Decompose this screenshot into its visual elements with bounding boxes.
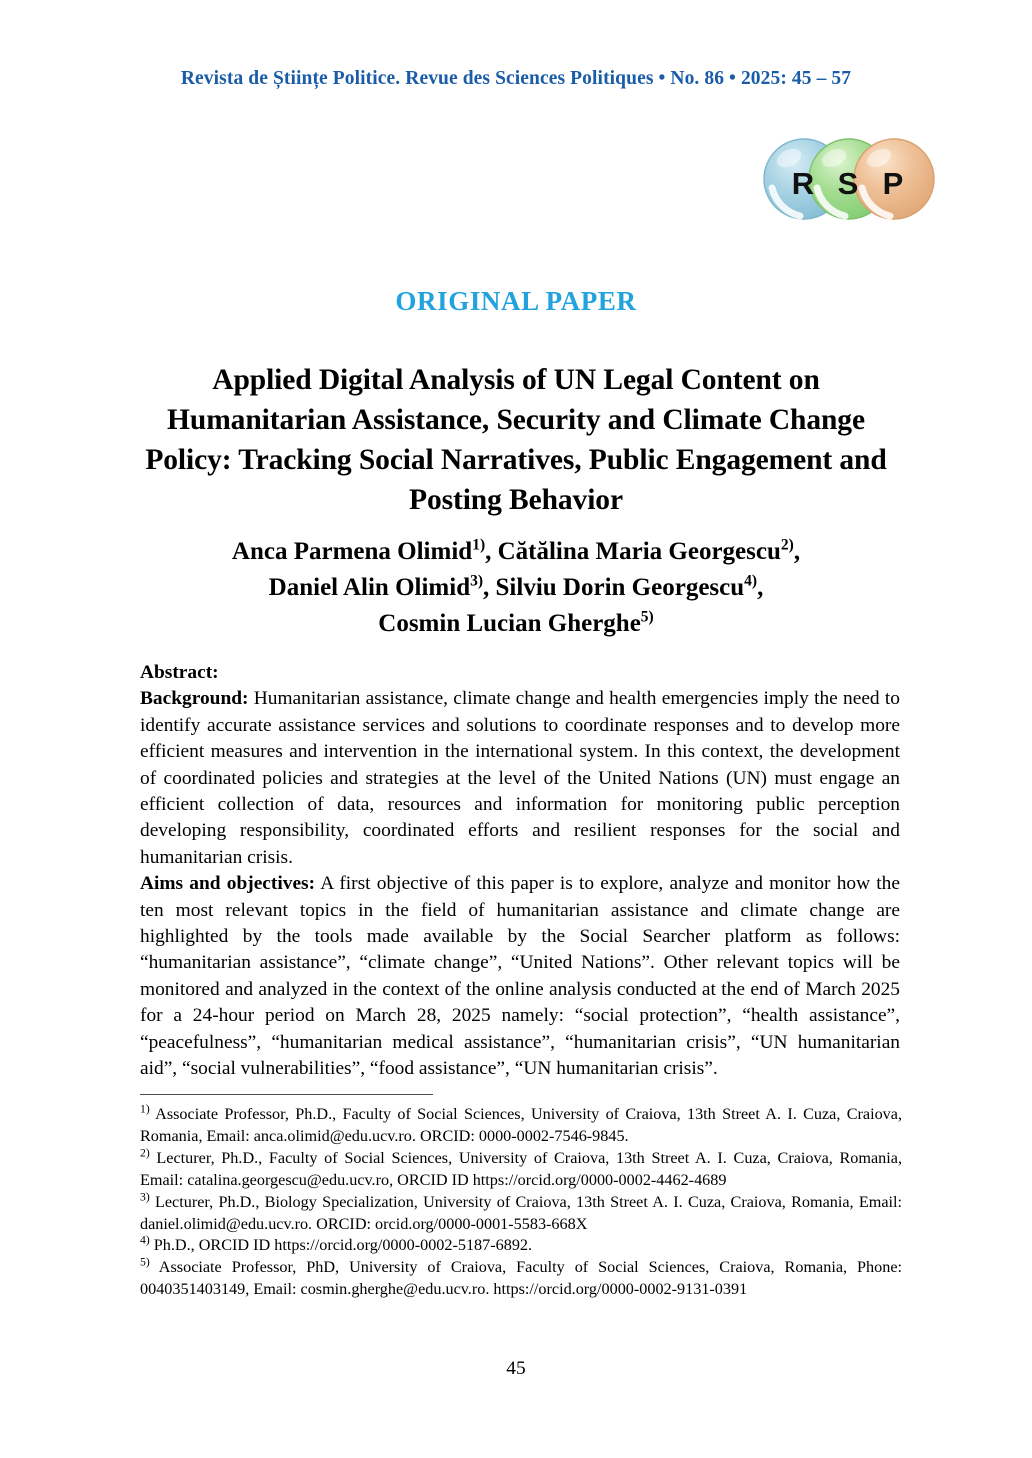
- rsp-logo: [756, 132, 942, 226]
- author-separator: ,: [757, 574, 764, 601]
- abstract-aims-paragraph: [140, 871, 900, 1082]
- abstract-aims-text: A first objective of this paper is to explore, analyze and monitor how the ten most relevant topics in the field of humanitarian assistance and climate change are highlighted by the tools made available by the Social Searcher platform as follows: “humanitarian assistance”, “climate change”, “United Nations”. Other relevant topics will be monitored and analyzed in the context of the online analysis conducted at the end of March 2025 for a 24-hour period on March 28, 2025 namely: “social protection”, “health assistance”, “peacefulness”, “humanitarian medical assistance”, “humanitarian crisis”, “UN humanitarian aid”, “social vulnerabilities”, “food assistance”, “UN humanitarian crisis”.: [140, 873, 900, 1080]
- author-affiliation-marker: 3): [470, 572, 484, 590]
- author-separator: ,: [485, 538, 498, 565]
- author-line-3: [136, 606, 896, 642]
- author-affiliation-marker: 1): [472, 536, 486, 554]
- paper-type-label: ORIGINAL PAPER: [395, 286, 637, 316]
- author-line-1: [136, 534, 896, 570]
- author-affiliation-marker: 4): [744, 572, 758, 590]
- footnote-separator-rule: [140, 1094, 433, 1095]
- author-line-2: [136, 570, 896, 606]
- footnote-marker: 4): [140, 1234, 150, 1248]
- author-name: Daniel Alin Olimid: [268, 574, 471, 601]
- author-name: Cosmin Lucian Gherghe: [378, 610, 641, 637]
- footnote-marker: 2): [140, 1146, 150, 1160]
- footnote-marker: 5): [140, 1255, 150, 1269]
- footnote-item: [140, 1235, 902, 1257]
- footnote-item: [140, 1257, 902, 1301]
- abstract-aims-label: Aims and objectives:: [140, 873, 316, 895]
- svg-text:P: P: [882, 166, 904, 201]
- abstract-heading: Abstract:: [140, 662, 219, 683]
- abstract-section: [140, 660, 900, 1083]
- svg-text:S: S: [837, 166, 859, 201]
- footnote-text: Ph.D., ORCID ID https://orcid.org/0000-0002-5187-6892.: [149, 1236, 533, 1255]
- author-affiliation-marker: 2): [780, 536, 794, 554]
- footnote-item: [140, 1192, 902, 1236]
- abstract-background-label: Background:: [140, 688, 249, 710]
- footnote-text: Associate Professor, PhD, University of Craiova, Faculty of Social Sciences, Craiova, Romania, Phone: 0040351403149, Email: cosmin.gherghe@edu.ucv.ro. https://orcid.org/0000-0002-9131-0391: [140, 1258, 902, 1299]
- footnote-item: [140, 1104, 902, 1148]
- page-title: Applied Digital Analysis of UN Legal Content on Humanitarian Assistance, Security and Climate Change Policy: Tracking Social Narratives, Public Engagement and Posting Behavior: [145, 363, 887, 516]
- author-list: [136, 534, 896, 642]
- page-number: 45: [506, 1358, 526, 1379]
- running-header: Revista de Științe Politice. Revue des Sciences Politiques • No. 86 • 2025: 45 – 57: [180, 68, 852, 89]
- footnote-item: [140, 1148, 902, 1192]
- footnote-text: Lecturer, Ph.D., Biology Specialization, University of Craiova, 13th Street A. I. Cuza, Craiova, Romania, Email: daniel.olimid@edu.ucv.ro. ORCID: orcid.org/0000-0001-5583-668X: [140, 1192, 902, 1233]
- footnote-text: Lecturer, Ph.D., Faculty of Social Sciences, University of Craiova, 13th Street A. I. Cuza, Craiova, Romania, Email: catalina.georgescu@edu.ucv.ro, ORCID ID https://orcid.org/0000-0002-4462-4689: [140, 1148, 902, 1189]
- footnote-marker: 3): [140, 1190, 150, 1204]
- author-name: Cătălina Maria Georgescu: [497, 538, 781, 565]
- author-name: Silviu Dorin Georgescu: [495, 574, 745, 601]
- author-separator: ,: [483, 574, 496, 601]
- author-name: Anca Parmena Olimid: [231, 538, 473, 565]
- footnote-marker: 1): [140, 1102, 150, 1116]
- author-separator: ,: [793, 538, 801, 565]
- abstract-background-paragraph: [140, 686, 900, 871]
- footnote-list: [140, 1104, 902, 1301]
- footnote-text: Associate Professor, Ph.D., Faculty of Social Sciences, University of Craiova, 13th Street A. I. Cuza, Craiova, Romania, Email: anca.olimid@edu.ucv.ro. ORCID: 0000-0002-7546-9845.: [140, 1105, 902, 1145]
- svg-text:R: R: [791, 166, 815, 201]
- abstract-background-text: Humanitarian assistance, climate change and health emergencies imply the need to identify accurate assistance services and solutions to coordinate responses and to develop more efficient measures and intervention in the international system. In this context, the development of coordinated policies and strategies at the level of the United Nations (UN) must engage an efficient collection of data, resources and information for monitoring public perception developing responsibility, coordinated efforts and resilient responses for the social and humanitarian crisis.: [140, 688, 900, 868]
- author-affiliation-marker: 5): [640, 608, 654, 626]
